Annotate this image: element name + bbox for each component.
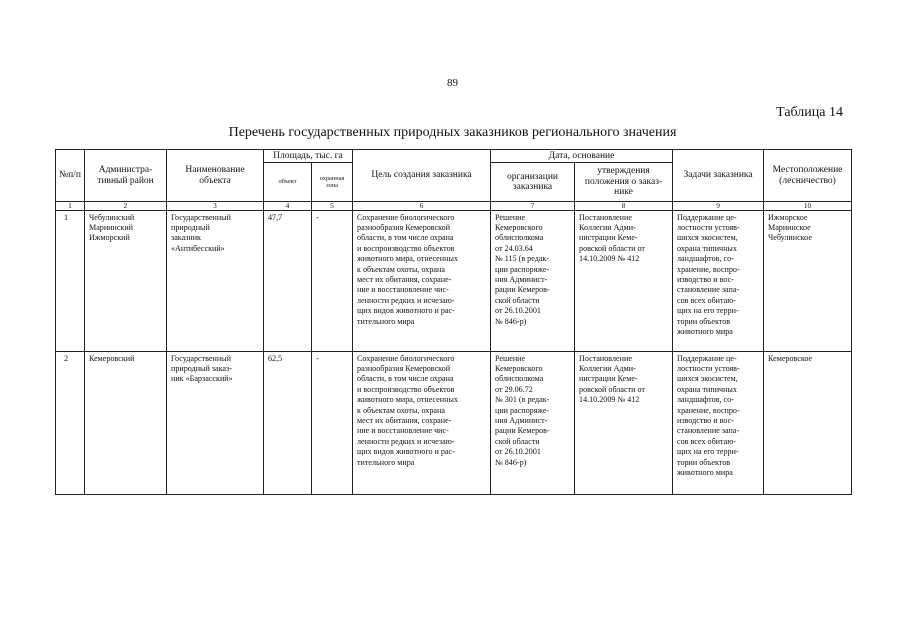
cell-line: Государственный bbox=[171, 212, 231, 222]
header-district: Администра- тивный район bbox=[85, 150, 167, 202]
cell-date-org bbox=[491, 210, 575, 351]
cell-line: ской области bbox=[495, 295, 540, 305]
cell-date-org bbox=[491, 351, 575, 494]
cell-line: облисполкома bbox=[495, 233, 544, 243]
cell-line: ции распоряже- bbox=[495, 405, 550, 415]
cell-line: заказник bbox=[171, 233, 201, 243]
cell-line: животного мира bbox=[677, 467, 733, 477]
cell-line: 14.10.2009 № 412 bbox=[579, 254, 640, 264]
cell-line: от 29.06.72 bbox=[495, 384, 533, 394]
cell-purpose bbox=[353, 351, 491, 494]
header-area-zone: охранная зона bbox=[312, 163, 353, 202]
cell-line: тории объектов bbox=[677, 316, 731, 326]
header-row-top bbox=[56, 150, 852, 163]
cell-line: тительного мира bbox=[357, 457, 415, 467]
cell-line: животного мира, отнесенных bbox=[357, 395, 458, 405]
cell-tasks bbox=[673, 210, 764, 351]
table-row bbox=[56, 210, 852, 351]
cell-line: разнообразия Кемеровской bbox=[357, 363, 451, 373]
cell-line: щих видов животного и рас- bbox=[357, 447, 455, 457]
cell-line: ровской области от bbox=[579, 384, 645, 394]
cell-line: ландшафтов, со- bbox=[677, 395, 734, 405]
cell-line: Ижморский bbox=[89, 233, 130, 243]
header-location: Местоположение (лесничество) bbox=[764, 150, 852, 202]
cell-line: ленности редких и исчезаю- bbox=[357, 295, 455, 305]
header-tasks: Задачи заказника bbox=[673, 150, 764, 202]
cell-line: Ижморское bbox=[768, 212, 808, 222]
cell-line: к объектам охоты, охрана bbox=[357, 264, 445, 274]
cell-district bbox=[85, 351, 167, 494]
cell-line: и воспроизводство объектов bbox=[357, 243, 455, 253]
cell-line: Поддержание це- bbox=[677, 353, 737, 363]
cell-area-object: 62,5 bbox=[264, 351, 312, 494]
cell-line: становление запа- bbox=[677, 426, 740, 436]
cell-line: от 24.03.64 bbox=[495, 243, 533, 253]
cell-line: Постановление bbox=[579, 353, 632, 363]
cell-line: Сохранение биологического bbox=[357, 212, 455, 222]
cell-area-zone: - bbox=[312, 210, 353, 351]
cell-name bbox=[167, 351, 264, 494]
cell-district bbox=[85, 210, 167, 351]
cell-date-approval bbox=[575, 351, 673, 494]
cell-line: Кемеровского bbox=[495, 363, 543, 373]
cell-line: рации Кемеров- bbox=[495, 285, 550, 295]
column-number: 3 bbox=[167, 202, 264, 211]
cell-line: ние и восстановление чис- bbox=[357, 285, 449, 295]
header-purpose: Цель создания заказника bbox=[353, 150, 491, 202]
cell-line: от 26.10.2001 bbox=[495, 306, 541, 316]
cell-line: ской области bbox=[495, 436, 540, 446]
cell-name bbox=[167, 210, 264, 351]
cell-line: ландшафтов, со- bbox=[677, 254, 734, 264]
cell-num: 2 bbox=[56, 351, 85, 494]
column-number: 5 bbox=[312, 202, 353, 211]
header-date: Дата, основание bbox=[491, 150, 673, 163]
cell-area-zone: - bbox=[312, 351, 353, 494]
table-row bbox=[56, 351, 852, 494]
header-date-org: организации заказника bbox=[491, 163, 575, 202]
cell-line: охрана типичных bbox=[677, 243, 737, 253]
header-area-object: объект bbox=[264, 163, 312, 202]
cell-line: щих на его терри- bbox=[677, 306, 739, 316]
cell-line: щих на его терри- bbox=[677, 447, 739, 457]
column-numbers-row bbox=[56, 202, 852, 211]
header-area: Площадь, тыс. га bbox=[264, 150, 353, 163]
cell-line: Государственный bbox=[171, 353, 231, 363]
cell-line: Коллегии Адми- bbox=[579, 363, 636, 373]
cell-line: разнообразия Кемеровской bbox=[357, 222, 451, 232]
cell-line: ния Админист- bbox=[495, 274, 548, 284]
cell-tasks bbox=[673, 351, 764, 494]
cell-line: Сохранение биологического bbox=[357, 353, 455, 363]
cell-line: сов всех обитаю- bbox=[677, 295, 736, 305]
cell-line: № 115 (в редак- bbox=[495, 254, 550, 264]
cell-line: изводство и вос- bbox=[677, 274, 734, 284]
cell-line: и воспроизводство объектов bbox=[357, 384, 455, 394]
cell-line: хранение, воспро- bbox=[677, 405, 740, 415]
cell-line: ние и восстановление чис- bbox=[357, 426, 449, 436]
cell-location bbox=[764, 210, 852, 351]
cell-line: Кемеровский bbox=[89, 353, 135, 363]
cell-line: Кемеровского bbox=[495, 222, 543, 232]
cell-line: Коллегии Адми- bbox=[579, 222, 636, 232]
cell-line: шихся экосистем, bbox=[677, 374, 738, 384]
cell-line: природный bbox=[171, 222, 210, 232]
cell-line: лостности устояв- bbox=[677, 222, 740, 232]
column-number: 9 bbox=[673, 202, 764, 211]
cell-line: № 846-р) bbox=[495, 457, 527, 467]
cell-location bbox=[764, 351, 852, 494]
header-num: №п/п bbox=[56, 150, 85, 202]
cell-line: Мариинское bbox=[768, 222, 811, 232]
cell-line: Поддержание це- bbox=[677, 212, 737, 222]
cell-line: хранение, воспро- bbox=[677, 264, 740, 274]
cell-line: рации Кемеров- bbox=[495, 426, 550, 436]
cell-line: животного мира bbox=[677, 326, 733, 336]
cell-line: области, в том числе охрана bbox=[357, 374, 454, 384]
cell-line: тительного мира bbox=[357, 316, 415, 326]
cell-line: ровской области от bbox=[579, 243, 645, 253]
cell-line: ник «Барзасский» bbox=[171, 374, 233, 384]
cell-line: Решение bbox=[495, 212, 526, 222]
cell-line: мест их обитания, сохране- bbox=[357, 415, 452, 425]
column-number: 10 bbox=[764, 202, 852, 211]
cell-line: природный заказ- bbox=[171, 363, 232, 373]
cell-line: Решение bbox=[495, 353, 526, 363]
cell-line: лостности устояв- bbox=[677, 363, 740, 373]
column-number: 2 bbox=[85, 202, 167, 211]
cell-line: «Антибесский» bbox=[171, 243, 225, 253]
cell-line: 14.10.2009 № 412 bbox=[579, 395, 640, 405]
column-number: 6 bbox=[353, 202, 491, 211]
cell-line: нистрации Кеме- bbox=[579, 233, 638, 243]
cell-line: ния Админист- bbox=[495, 415, 548, 425]
cell-line: Постановление bbox=[579, 212, 632, 222]
cell-line: облисполкома bbox=[495, 374, 544, 384]
table-title: Перечень государственных природных заказников регионального значения bbox=[228, 125, 677, 140]
cell-line: ленности редких и исчезаю- bbox=[357, 436, 455, 446]
cell-line: ции распоряже- bbox=[495, 264, 550, 274]
reserves-table bbox=[55, 149, 852, 495]
cell-line: области, в том числе охрана bbox=[357, 233, 454, 243]
column-number: 4 bbox=[264, 202, 312, 211]
cell-line: изводство и вос- bbox=[677, 415, 734, 425]
cell-line: № 846-р) bbox=[495, 316, 527, 326]
cell-line: щих видов животного и рас- bbox=[357, 306, 455, 316]
cell-purpose bbox=[353, 210, 491, 351]
column-number: 8 bbox=[575, 202, 673, 211]
cell-line: Кемеровское bbox=[768, 353, 813, 363]
cell-line: шихся экосистем, bbox=[677, 233, 738, 243]
cell-line: нистрации Кеме- bbox=[579, 374, 638, 384]
header-date-approval: утверждения положения о заказ- нике bbox=[575, 163, 673, 202]
cell-area-object: 47,7 bbox=[264, 210, 312, 351]
cell-line: животного мира, отнесенных bbox=[357, 254, 458, 264]
cell-line: Чебулинское bbox=[768, 233, 812, 243]
cell-line: Чебулинский bbox=[89, 212, 135, 222]
cell-line: охрана типичных bbox=[677, 384, 737, 394]
cell-date-approval bbox=[575, 210, 673, 351]
header-name: Наименование объекта bbox=[167, 150, 264, 202]
cell-line: к объектам охоты, охрана bbox=[357, 405, 445, 415]
cell-line: от 26.10.2001 bbox=[495, 447, 541, 457]
column-number: 1 bbox=[56, 202, 85, 211]
cell-line: сов всех обитаю- bbox=[677, 436, 736, 446]
column-number: 7 bbox=[491, 202, 575, 211]
cell-num: 1 bbox=[56, 210, 85, 351]
cell-line: № 301 (в редак- bbox=[495, 395, 550, 405]
cell-line: тории объектов bbox=[677, 457, 731, 467]
page-number: 89 bbox=[447, 77, 458, 89]
table-number: Таблица 14 bbox=[776, 105, 843, 120]
cell-line: мест их обитания, сохране- bbox=[357, 274, 452, 284]
cell-line: Мариинский bbox=[89, 222, 134, 232]
cell-line: становление запа- bbox=[677, 285, 740, 295]
